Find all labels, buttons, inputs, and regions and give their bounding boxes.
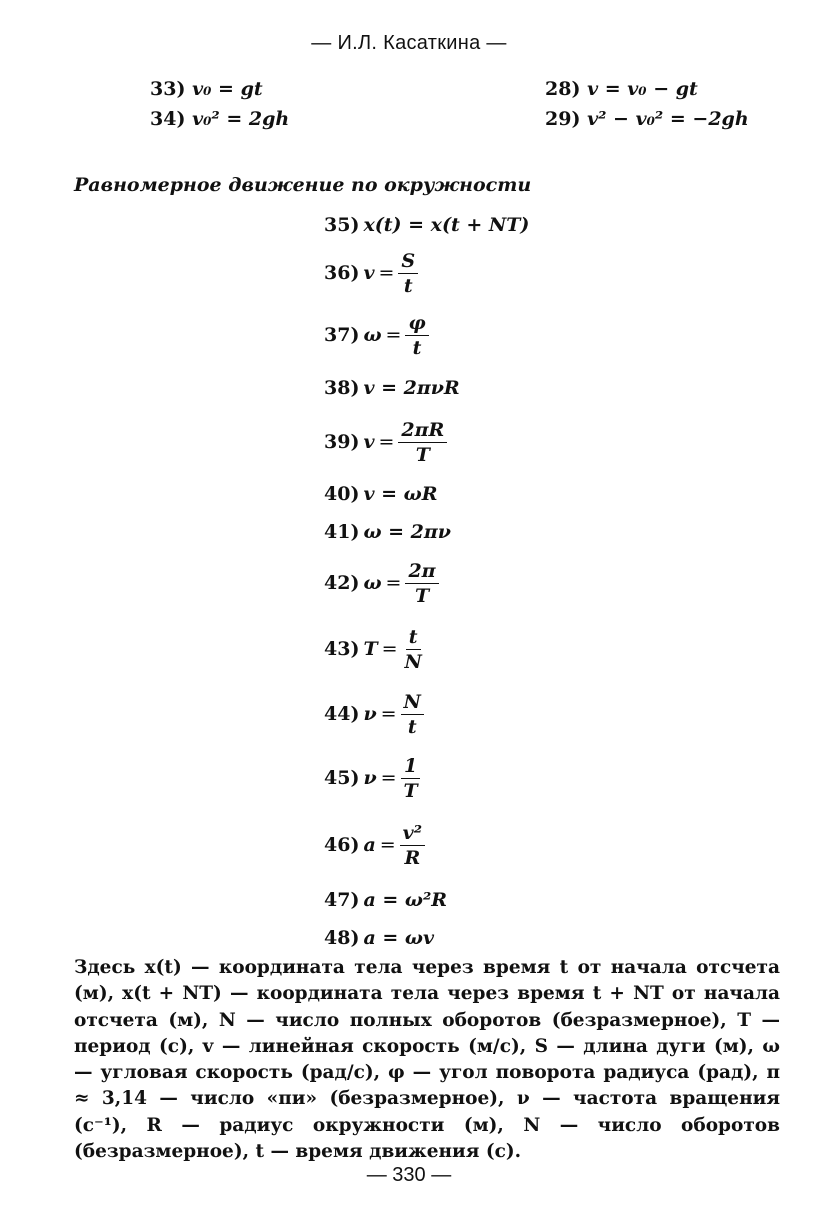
formula-list	[324, 208, 624, 956]
section-title: Равномерное движение по окружности	[74, 174, 532, 196]
formula-37: 37) ω = $\frac{\varphi}{t}$	[324, 304, 624, 366]
formula-43: 43) T = $\frac{t}{N}$	[324, 625, 422, 673]
formula-33: 33) v₀ = gt	[150, 78, 263, 100]
formula-29: 29) v² − v₀² = −2gh	[545, 108, 749, 130]
formula-34: 34) v₀² = 2gh	[150, 108, 290, 130]
formula-40: 40) v = ωR	[324, 483, 438, 505]
formula-41: 41) ω = 2πν	[324, 521, 451, 543]
formula-42: 42) ω = $\frac{2\pi}{T}$	[324, 550, 624, 616]
formula-47: 47) a = ω²R	[324, 889, 448, 911]
formula-38: 38) v = 2πνR	[324, 377, 460, 399]
explanation-paragraph	[74, 955, 780, 1165]
formula-46: 46) a = $\frac{\text{v²}}{R}$	[324, 810, 624, 880]
formula-35: 35) x(t) = x(t + NT)	[324, 214, 530, 236]
previous-formulas-right	[545, 74, 749, 134]
running-header: — И.Л. Касаткина —	[311, 32, 507, 54]
previous-formulas-left	[150, 74, 289, 134]
formula-48: 48) a = ωv	[324, 927, 435, 949]
explanation-text: Здесь x(t) — координата тела через время t от начала отсчета (м), x(t + NT) — координата тела через время t + NT от начала отсчета (м), N — число полных оборотов (безразмерное), T — период (с), v — линейная скорость (м/с), S — длина дуги (м), ω — угловая скорость (рад/с), φ — угол поворота радиуса (рад), π ≈ 3,14 — число «пи» (безразмерное), ν — частота вращения (с⁻¹), R — радиус окружности (м), N — число оборотов (безразмерное), t — время движения (с).	[74, 957, 780, 1163]
formula-28: 28) v = v₀ − gt	[545, 78, 698, 100]
formula-44: 44) ν = $\frac{N}{t}$	[324, 682, 624, 746]
formula-39: 39) v = $\frac{2\pi R}{T}$	[324, 410, 624, 474]
formula-36: 36) v = $\frac{S}{t}$	[324, 242, 624, 304]
page-number: — 330 —	[366, 1164, 452, 1186]
formula-45: 45) ν = $\frac{1}{T}$	[324, 746, 624, 810]
